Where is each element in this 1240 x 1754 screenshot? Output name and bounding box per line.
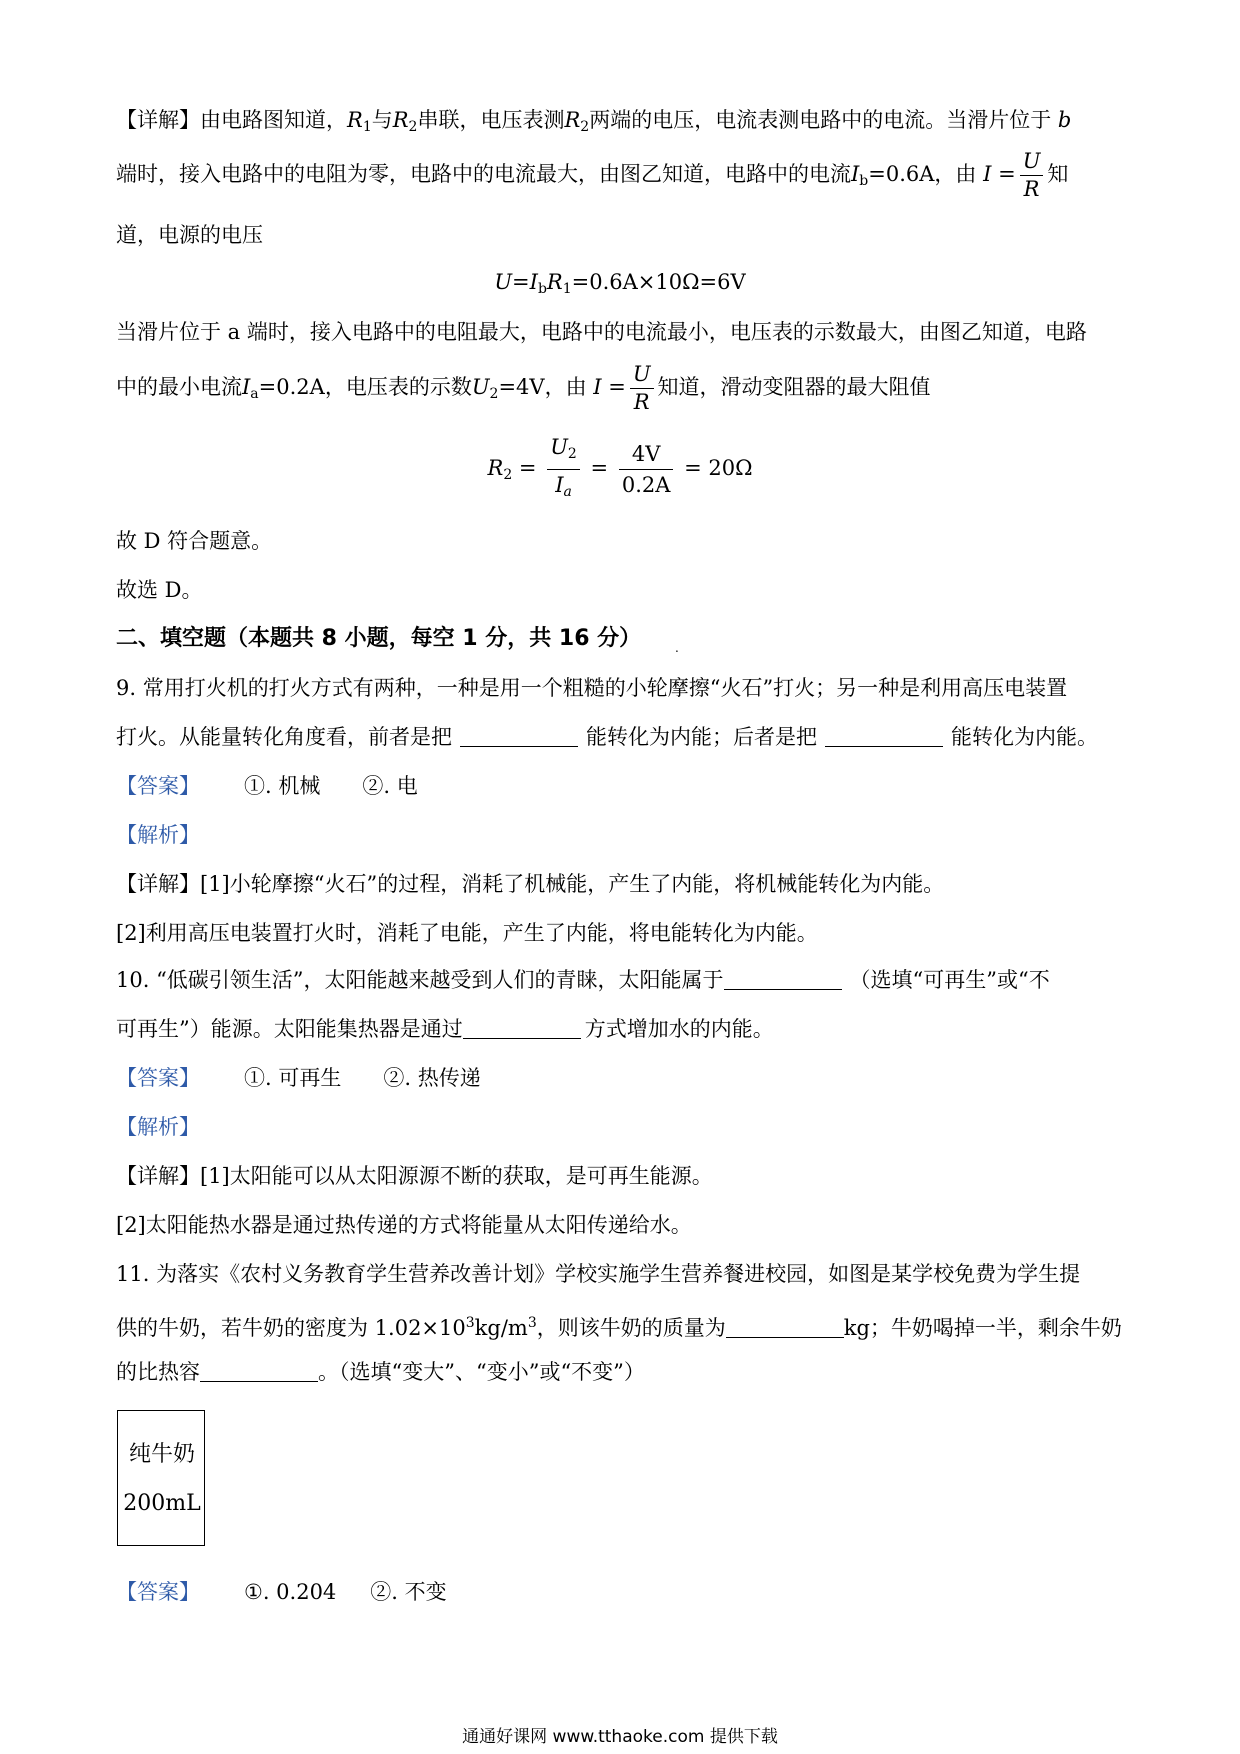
sub: 2: [567, 446, 577, 462]
sub: 2: [503, 467, 513, 483]
denominator: R: [1023, 177, 1040, 201]
page-footer: 通通好课网 www.tthaoke.com 提供下载: [462, 1727, 778, 1747]
q9-line-2: [116, 713, 1126, 762]
text-span: 与: [371, 108, 393, 132]
sub: b: [537, 281, 547, 297]
denominator: R: [633, 390, 650, 414]
var-i: I: [529, 270, 538, 294]
sup: 3: [465, 1315, 475, 1331]
answer-2: ②. 电: [362, 774, 418, 798]
q10-line-2: [116, 1005, 1126, 1054]
var-u: U: [550, 435, 568, 459]
var-b: b: [1057, 108, 1072, 132]
var-ib: I: [851, 162, 860, 186]
equation-resistance: [0, 432, 1240, 507]
text-span: 当滑片位于 a 端时，接入电路中的电阻最大，电路中的电流最小，电压表的示数最大，由图乙知道，电路: [116, 320, 1087, 344]
denominator: 0.2A: [621, 473, 671, 497]
sub: a: [250, 386, 259, 402]
q9-detail-2: [2]利用高压电装置打火时，消耗了电能，产生了内能，将电能转化为内能。: [116, 921, 818, 945]
equation-voltage: [0, 262, 1240, 309]
text-span: =0.6A，由: [868, 162, 977, 186]
formula-i: I =: [983, 162, 1016, 186]
equation-rest: =0.6A×10Ω=6V: [571, 270, 746, 294]
sub: 2: [489, 386, 499, 402]
q9-detail-1: [116, 860, 1126, 909]
var-r2: R: [564, 108, 581, 132]
text-span: [1]太阳能可以从太阳源源不断的获取，是可再生能源。: [200, 1164, 713, 1188]
equals: =: [512, 270, 530, 294]
text-span: 打火。从能量转化角度看，前者是把: [116, 725, 452, 749]
answer-1: ①. 0.204: [244, 1580, 337, 1604]
q11-blank-2[interactable]: [200, 1359, 318, 1382]
fraction-u-over-r: [630, 361, 654, 416]
q10-answer: [116, 1054, 1126, 1103]
q9-blank-2[interactable]: [825, 724, 943, 747]
numerator: [547, 432, 580, 470]
conclusion-1: 故 D 符合题意。: [116, 529, 273, 553]
text-span: 能转化为内能；后者是把: [586, 725, 817, 749]
q11-line-3: [116, 1348, 1126, 1397]
detail-paragraph-2-line-1: [116, 308, 1126, 357]
fraction-u-over-r: [1020, 148, 1044, 203]
formula-i: I =: [593, 375, 626, 399]
text-span: 端时，接入电路中的电阻为零，电路中的电流最大，由图乙知道，电路中的电流: [116, 162, 851, 186]
text-span: [1]小轮摩擦“火石”的过程，消耗了机械能，产生了内能，将机械能转化为内能。: [200, 872, 945, 896]
q9-line-1: 9. 常用打火机的打火方式有两种，一种是用一个粗糙的小轮摩擦“火石”打火；另一种是利用高压电装置: [116, 676, 1068, 700]
answer-tag: 【答案】: [116, 1580, 200, 1604]
fraction-values: [619, 439, 674, 500]
detail-tag: 【详解】: [116, 872, 200, 896]
var-ia: I: [242, 375, 251, 399]
text-span: 。（选填“变大”、“变小”或“不变”）: [318, 1360, 645, 1384]
var-u: U: [494, 270, 513, 294]
denominator: [547, 470, 580, 507]
text-span: 10. “低碳引领生活”，太阳能越来越受到人们的青睐，太阳能属于: [116, 968, 724, 992]
result: = 20Ω: [684, 456, 753, 480]
text-span: 可再生”）能源。太阳能集热器是通过: [116, 1017, 463, 1041]
detail-paragraph-line-2: [116, 140, 1126, 215]
answer-tag: 【答案】: [116, 1066, 200, 1090]
q9-analysis-tag: 【解析】: [116, 823, 200, 847]
q9-blank-1[interactable]: [460, 724, 578, 747]
fraction-u2-over-ia: [547, 432, 580, 507]
var-r2: R: [392, 108, 409, 132]
sub: 2: [580, 119, 590, 135]
detail-paragraph-line-3: [116, 211, 1126, 260]
text-span: 两端的电压，电流表测电路中的电流。当滑片位于: [589, 108, 1052, 132]
q9-answer: [116, 762, 1126, 811]
q10-blank-1[interactable]: [724, 967, 842, 990]
answer-1: ①. 机械: [244, 774, 321, 798]
text-span: ，则该牛奶的质量为: [536, 1316, 726, 1340]
milk-volume: 200mL: [123, 1491, 201, 1516]
q11-blank-1[interactable]: [726, 1315, 844, 1338]
text-span: 供的牛奶，若牛奶的密度为 1.02×10: [116, 1316, 466, 1340]
section-mark: .: [675, 641, 679, 655]
text-span: 知: [1047, 162, 1069, 186]
numerator: U: [630, 361, 654, 389]
detail-tag: 【详解】: [116, 108, 200, 132]
sub: 2: [408, 119, 418, 135]
sub: a: [563, 484, 572, 500]
var-r2: R: [487, 456, 504, 480]
text-span: kg/m: [474, 1316, 528, 1340]
text-span: 方式增加水的内能。: [584, 1017, 774, 1041]
q10-detail-2: [2]太阳能热水器是通过热传递的方式将能量从太阳传递给水。: [116, 1213, 692, 1237]
text-span: =0.2A，电压表的示数: [258, 375, 472, 399]
equals: =: [590, 456, 609, 480]
var-u2: U: [471, 375, 490, 399]
text-span: =4V，由: [498, 375, 587, 399]
detail-paragraph-2-line-2: [116, 352, 1126, 429]
answer-2: ②. 热传递: [383, 1066, 481, 1090]
milk-label: 纯牛奶: [128, 1442, 195, 1467]
text-span: 能转化为内能。: [951, 725, 1098, 749]
q11-answer: [116, 1568, 1126, 1617]
sub: b: [859, 173, 869, 189]
var-i: I: [555, 473, 564, 497]
sub: 1: [362, 119, 372, 135]
equals: =: [518, 456, 537, 480]
numerator: 4V: [619, 439, 674, 470]
text-span: 串联，电压表测: [417, 108, 565, 132]
q10-analysis-tag: 【解析】: [116, 1115, 200, 1139]
q10-detail-1: [116, 1152, 1126, 1201]
text-span: 道，电源的电压: [116, 223, 263, 247]
answer-tag: 【答案】: [116, 774, 200, 798]
q10-blank-2[interactable]: [463, 1016, 581, 1039]
text-span: kg；牛奶喝掉一半，剩余牛奶: [843, 1316, 1122, 1340]
numerator: U: [1020, 148, 1044, 176]
milk-carton-figure: [117, 1410, 205, 1546]
text-span: （选填“可再生”或“不: [849, 968, 1050, 992]
section-heading: 二、填空题（本题共 8 小题，每空 1 分，共 16 分）: [116, 626, 642, 651]
text-span: 由电路图知道，: [200, 108, 347, 132]
conclusion-2: 故选 D。: [116, 578, 203, 602]
q10-line-1: [116, 956, 1126, 1005]
q11-line-2: [116, 1299, 1126, 1353]
q11-line-1: 11. 为落实《农村义务教育学生营养改善计划》学校实施学生营养餐进校园，如图是某学校免费为学生提: [116, 1262, 1081, 1286]
detail-tag: 【详解】: [116, 1164, 200, 1188]
answer-1: ①. 可再生: [244, 1066, 342, 1090]
answer-2: ②. 不变: [370, 1580, 447, 1604]
text-span: 知道，滑动变阻器的最大阻值: [657, 375, 931, 399]
var-r1: R: [347, 108, 363, 132]
text-span: 的比热容: [116, 1360, 200, 1384]
var-r: R: [546, 270, 563, 294]
sup: 3: [527, 1315, 537, 1331]
sub: 1: [562, 281, 572, 297]
text-span: 中的最小电流: [116, 375, 242, 399]
